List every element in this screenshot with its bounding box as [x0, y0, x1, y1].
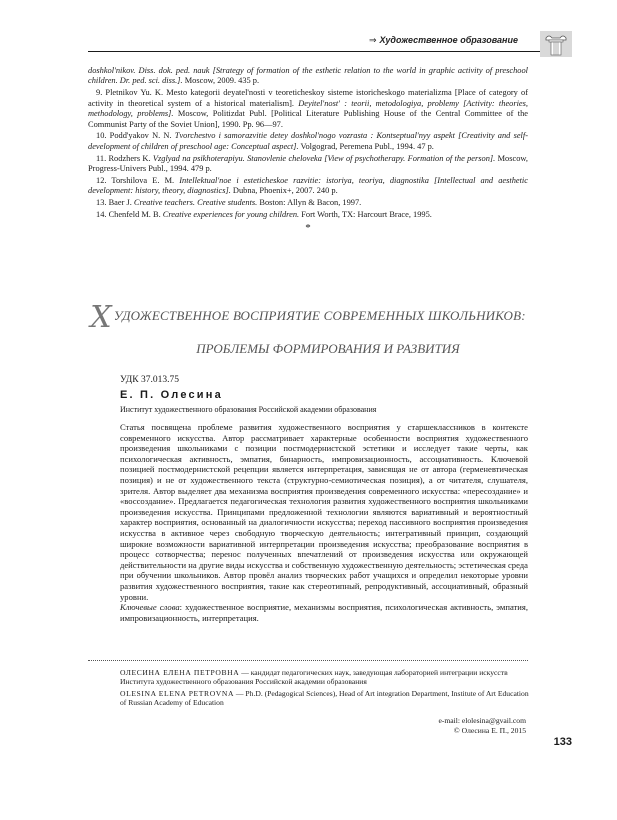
- abstract-text: Статья посвящена проблеме развития художественного восприятия у старшеклассников в контексте современного искусства. Автор рассматривает характерные особенности восприятия художественного произведения школьниками с позиции постмодернистской эстетики и исследует такие черты, как психологическая активность, эмпатия, бинарность, импровизационность, ассоциативность. Ключевой позицией постмодернистской рецепции является интерпретация, зависящая не от автора (герменевтическая позиция) и не от художественного текста (структурно-семиотическая позиция), а от читателя, слушателя, зрителя. Автор выделяет два механизма восприятия произведения современного искусства: «пересоздание» и «воссоздание». Предлагается педагогическая технология развития художественного восприятия школьниками произведения искусства. Принципами предложенной технологии являются вариативный и вероятностный характер восприятия, основанный на диалогичности искусства; переход пассивного восприятия произведения искусства в активное через свободную творческую деятельность; интегративный принцип, создающий широкие возможности вариативной интерпретации произведения искусства; преобразование восприятия в процесс сотворчества; перенос полученных впечатлений от произведения искусства или окружающей действительности на другие виды искусства и собственную художественную деятельность; эстетическая среда при обучении школьников. Автор провёл анализ творческих работ учащихся и определил некоторые уровни развития художественного восприятия, такие как стереотипный, репродуктивный, ассоциативный, образный уровни.: [120, 422, 528, 602]
- dotted-divider: [88, 660, 528, 661]
- reference-item: 12. Torshilova E. M. Intellektual'noe i esteticheskoe razvitie: istoriya, teoriya, diagnostika [Intellectual and aesthetic development: history, theory, diagnostics]. Dubna, Phoenix+, 2007. 240 p.: [88, 176, 528, 196]
- section-separator: *: [305, 221, 311, 234]
- reference-list: [88, 66, 528, 233]
- keywords-list: : художественное восприятие, механизмы восприятия, психологическая активность, эмпатия, импровизационность, интерпретация.: [120, 602, 528, 623]
- author-email: e-mail: elolesina@gvail.com: [438, 716, 526, 725]
- keywords: [120, 602, 528, 623]
- title-line-2: ПРОБЛЕМЫ ФОРМИРОВАНИЯ И РАЗВИТИЯ: [196, 341, 460, 356]
- author-affiliation: Институт художественного образования Российской академии образования: [120, 405, 377, 414]
- abstract: [120, 422, 528, 623]
- section-label: Художественное образование: [379, 35, 518, 45]
- arrow-icon: ⇒: [368, 35, 377, 45]
- running-header: [0, 37, 617, 55]
- contact-block: [438, 716, 526, 735]
- article-title: [88, 300, 528, 357]
- keywords-label: Ключевые слова: [120, 602, 180, 613]
- author-name: Е. П. Олесина: [120, 389, 223, 401]
- copyright: © Олесина Е. П., 2015: [453, 725, 526, 735]
- reference-item: 13. Baer J. Creative teachers. Creative students. Boston: Allyn & Bacon, 1997.: [96, 198, 362, 208]
- title-line-1: ХУДОЖЕСТВЕННОЕ ВОСПРИЯТИЕ СОВРЕМЕННЫХ ШКОЛЬНИКОВ:: [90, 300, 526, 335]
- reference-item: doshkol'nikov. Diss. dok. ped. nauk [Strategy of formation of the esthetic relation to the world in graphic activity of preschool children. Dr. ped. sci. diss.]. Moscow, 2009. 435 p.: [88, 66, 528, 86]
- reference-item: 14. Chenfeld M. B. Creative experiences for young children. Fort Worth, TX: Harcourt Brace, 1995.: [96, 210, 432, 220]
- page-number: 133: [553, 736, 572, 748]
- author-bio: [120, 668, 530, 710]
- bio-russian: ОЛЕСИНА ЕЛЕНА ПЕТРОВНА — кандидат педагогических наук, заведующая лабораторией интеграции искусств Института художественного образования Российской академии образования: [120, 668, 508, 687]
- reference-item: 9. Pletnikov Yu. K. Mesto kategorii deyatel'nosti v teoreticheskoy sisteme istoricheskogo materializma [Place of category of activity in theoretical system of a historical materialism]. Deyitel'nost' : teorii, metodologiya, problemy [Activity: theories, methodology, problems]. Moscow, Politizdat Publ. [Political Literature Publishing House of the Central Committee of the Communist Party of the Soviet Union], 1990. Pp. 96—97.: [88, 88, 529, 129]
- header-rule: [88, 51, 572, 52]
- title-drop-cap: Х: [90, 300, 112, 335]
- column-capital-icon: [540, 31, 572, 57]
- reference-item: 10. Podd'yakov N. N. Tvorchestvo i samorazvitie detey doshkol'nogo vozrasta : Kontseptual'nyy aspekt [Creativity and self-development of children of preschool age: Conceptual aspect]. Volgograd, Peremena Publ., 1994. 47 p.: [88, 131, 528, 151]
- udk-code: УДК 37.013.75: [120, 375, 179, 385]
- section-title: [365, 35, 522, 46]
- reference-item: 11. Rodzhers K. Vzglyad na psikhoterapiyu. Stanovlenie cheloveka [View of psychotherapy. Formation of the person]. Moscow, Progress-Univers Publ., 1994. 479 p.: [88, 153, 528, 174]
- bio-english: OLESINA ELENA PETROVNA — Ph.D. (Pedagogical Sciences), Head of Art integration Department, Institute of Art Education of Russian Academy of Education: [120, 688, 529, 708]
